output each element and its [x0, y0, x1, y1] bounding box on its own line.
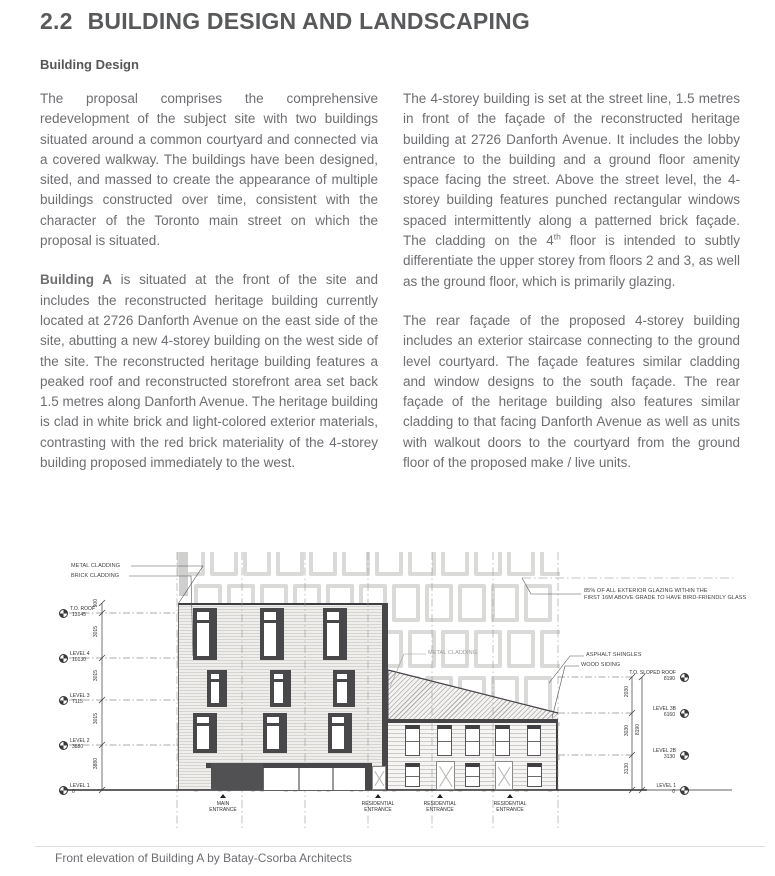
dimension-value: 3015: [93, 713, 99, 725]
paragraph-street-facade: [403, 89, 740, 292]
level-marker-target: [680, 751, 689, 760]
window-transom-bar: [327, 620, 339, 623]
note-bird-glass-line2: FIRST 16M ABOVE GRADE TO HAVE BIRD-FRIENDLY GLASS: [584, 595, 747, 601]
heritage-window: [465, 725, 480, 756]
heritage-window: [437, 725, 452, 756]
note-bird-glass: [584, 588, 746, 602]
dimension-value: 3030: [624, 725, 630, 737]
level-label: [70, 652, 90, 663]
level-marker-target: [680, 786, 689, 795]
level-elevation: 6160: [663, 711, 675, 718]
section-title: BUILDING DESIGN AND LANDSCAPING: [87, 8, 530, 34]
level-elevation: 3130: [663, 753, 675, 760]
dimension-value: 3015: [93, 626, 99, 638]
dimension-value: 3015: [93, 670, 99, 682]
window-transom-bar: [264, 620, 276, 623]
figure-caption: Front elevation of Building A by Batay-Csorba Architects: [55, 851, 352, 865]
level-marker-target: [59, 741, 68, 750]
storefront-jamb: [365, 763, 372, 790]
level-elevation: 7115: [72, 698, 83, 705]
heritage-window: [405, 763, 420, 787]
entrance-label-line2: ENTRANCE: [209, 807, 237, 813]
storefront-mullion: [332, 768, 334, 790]
dimension-value: 3880: [93, 758, 99, 770]
entrance-marker-triangle: [507, 794, 513, 798]
level-label: [70, 694, 90, 705]
level-elevation: 0: [72, 788, 75, 795]
level-name: LEVEL 4: [70, 651, 90, 657]
level-marker-target: [59, 786, 68, 795]
entrance-label-line1: RESIDENTIAL: [493, 801, 527, 807]
level-elevation: 0: [672, 788, 675, 795]
window-transom-bar: [197, 723, 209, 726]
level-elevation: 8190: [663, 675, 675, 682]
dimension-value: 2030: [624, 686, 630, 698]
entrance-label-line1: RESIDENTIAL: [423, 801, 457, 807]
level-name: LEVEL 2: [70, 738, 90, 744]
paragraph-proposal: [40, 89, 378, 251]
level-elevation: 10130: [72, 656, 86, 663]
entrance-label: [355, 801, 401, 813]
level-marker-target: [59, 654, 68, 663]
level-name: LEVEL 1: [656, 783, 676, 789]
heritage-window: [527, 725, 541, 756]
paragraph-building-a: [40, 270, 378, 473]
heritage-entrance-door: [495, 761, 513, 790]
level-marker-target: [59, 609, 68, 618]
level-label: [70, 739, 90, 750]
storefront-glazing: [263, 768, 366, 790]
ordinal-superscript: th: [553, 231, 561, 242]
window-transom-bar: [197, 620, 209, 623]
dimension-total-value: 8190: [635, 724, 641, 736]
note-brick-cladding: BRICK CLADDING: [71, 573, 120, 579]
entrance-marker-triangle: [375, 794, 381, 798]
heritage-window: [527, 763, 542, 787]
entrance-label: [200, 801, 246, 813]
paragraph-text: The 4-storey building is set at the street line, 1.5 metres in front of the façade of the reconstructed heritage building at 2726 Danforth Avenue. It includes the lobby entrance to the building and a ground floor amenity space facing the street. Above the street level, the 4-storey building features punched rectangular windows spaced intermittently along a patterned brick façade. The cladding on the 4: [403, 91, 740, 249]
residential-door: [372, 766, 386, 790]
building-a-lead: Building A: [40, 272, 112, 288]
paragraph-text: The proposal comprises the comprehensive redevelopment of the subject site with two buildings situated around a common courtyard and connected via a covered walkway. The buildings have been designed, sited, and massed to create the appearance of multiple buildings constructed over time, consistent with the character of the Toronto main street on which the proposal is situated.: [40, 91, 378, 249]
level-label: [653, 749, 676, 760]
level-marker-target: [680, 709, 689, 718]
building-a-window: [207, 670, 227, 707]
window-transom-bar: [211, 679, 219, 682]
building-a-window: [260, 608, 284, 660]
note-asphalt-shingles: ASPHALT SHINGLES: [586, 652, 642, 658]
level-label: [70, 607, 95, 618]
building-a-window: [263, 713, 287, 753]
heritage-window: [495, 725, 510, 756]
storefront-mullion: [298, 768, 300, 790]
building-a-window: [270, 670, 291, 707]
heritage-entrance-door: [436, 761, 455, 790]
building-a-window: [193, 713, 217, 753]
level-name: LEVEL 3: [70, 693, 90, 699]
level-name: LEVEL 2B: [653, 748, 676, 754]
level-elevation: 13145: [72, 611, 86, 618]
text-column-right: [403, 89, 740, 492]
window-transom-bar: [337, 679, 347, 682]
entrance-label: [487, 801, 533, 813]
building-a-window: [328, 713, 352, 753]
subsection-heading: Building Design: [40, 57, 139, 72]
paragraph-text: is situated at the front of the site and includes the reconstructed heritage building currently located at 2726 Danforth Avenue on the east side of the site, abutting a new 4-storey building on the west side of the site. The reconstructed heritage building features a peaked roof and reconstructed storefront area set back 1.5 metres along Danforth Avenue. The heritage building is clad in white brick and light-colored exterior materials, contrasting with the red brick materiality of the 4-storey building proposed immediately to the west.: [40, 272, 378, 471]
paragraph-rear-facade: [403, 311, 740, 473]
note-metal-cladding: METAL CLADDING: [71, 563, 121, 569]
entrance-label-line2: ENTRANCE: [496, 807, 524, 813]
level-label: [653, 707, 676, 718]
paragraph-text: floor is intended to subtly differentiate the upper storey from floors 2 and 3, as well as the ground floor, which is primarily glazing.: [403, 233, 740, 289]
entrance-label-line2: ENTRANCE: [364, 807, 392, 813]
level-marker-target: [59, 696, 68, 705]
entrance-label-line1: MAIN: [216, 801, 230, 807]
entrance-label-line2: ENTRANCE: [426, 807, 454, 813]
entrance-marker-triangle: [437, 794, 443, 798]
building-a-window: [323, 608, 347, 660]
section-number: 2.2: [40, 8, 73, 34]
elevation-figure: [35, 552, 765, 847]
dimension-value: 900: [93, 599, 99, 608]
dimension-value: 3130: [624, 763, 630, 775]
level-label: [629, 671, 676, 682]
building-a-window: [193, 608, 217, 660]
heritage-window: [405, 725, 420, 756]
note-bird-glass-line1: 85% OF ALL EXTERIOR GLAZING WITHIN THE: [584, 588, 708, 594]
level-label: [70, 784, 90, 795]
text-column-left: [40, 89, 378, 492]
main-entrance-door: [211, 763, 263, 790]
window-transom-bar: [267, 723, 279, 726]
building-a-window: [333, 670, 355, 707]
note-wood-siding: WOOD SIDING: [581, 662, 621, 668]
level-name: T.O. SLOPED ROOF: [629, 670, 676, 676]
level-marker-target: [680, 673, 689, 682]
entrance-label: [417, 801, 463, 813]
heritage-window: [465, 763, 480, 787]
level-name: LEVEL 1: [70, 783, 90, 789]
entrance-label-line1: RESIDENTIAL: [361, 801, 395, 807]
entrance-marker-triangle: [220, 794, 226, 798]
level-elevation: 3880: [72, 743, 84, 750]
note-metal-cladding-mid: METAL CLADDING: [428, 650, 478, 656]
section-heading: [40, 8, 530, 35]
paragraph-text: The rear façade of the proposed 4-storey building includes an exterior staircase connecting to the ground level courtyard. The façade features similar cladding and window designs to the south façade. The rear façade of the heritage building also features similar cladding to that facing Danforth Avenue as well as units with walkout doors to the courtyard from the ground floor of the proposed make / live units.: [403, 312, 740, 471]
level-name: LEVEL 3B: [653, 706, 676, 712]
level-label: [656, 784, 676, 795]
level-name: T.O. ROOF: [70, 606, 95, 612]
window-transom-bar: [332, 723, 344, 726]
window-transom-bar: [274, 679, 283, 682]
